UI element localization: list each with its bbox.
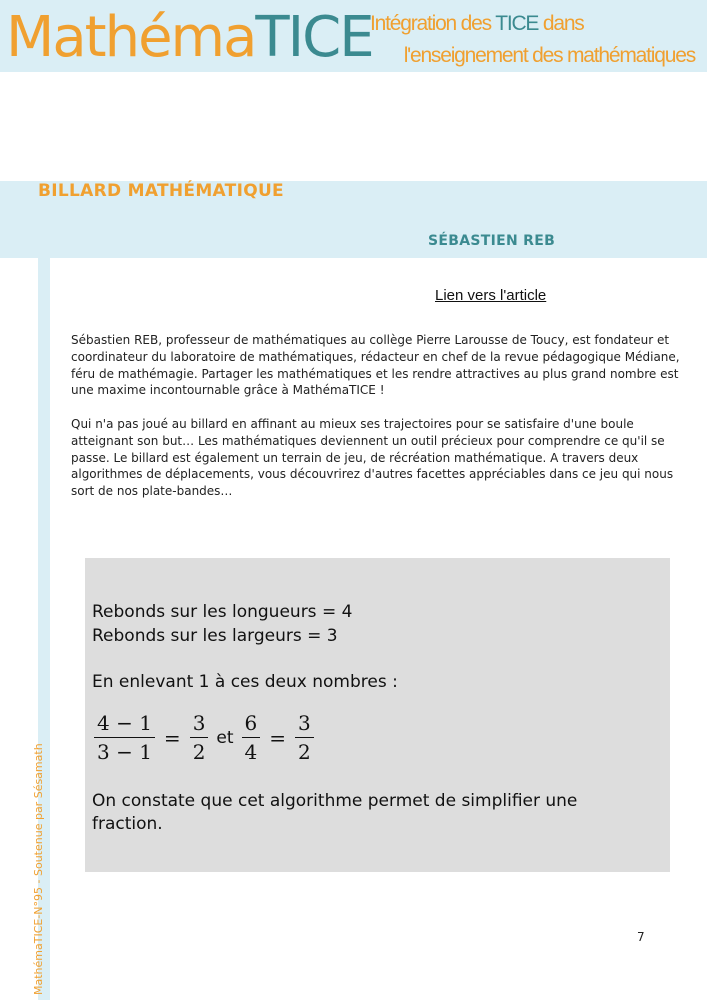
fraction-4-numerator: 3 — [295, 711, 314, 738]
fraction-3-numerator: 6 — [242, 711, 261, 738]
fraction-3-denominator: 4 — [244, 740, 258, 764]
fraction-2-denominator: 2 — [192, 740, 206, 764]
side-footer-text: MathémaTICE-N°95 - Soutenue par Sésamath — [32, 743, 45, 995]
header-tagline — [355, 8, 695, 72]
article-link[interactable]: Lien vers l'article — [435, 287, 547, 304]
figure-conclusion-1: On constate que cet algorithme permet de simplifier une — [92, 791, 578, 811]
figure-box — [85, 558, 670, 872]
tagline-line-2: l'enseignement des mathématiques — [403, 44, 695, 67]
fraction-2-numerator: 3 — [190, 711, 209, 738]
page-number: 7 — [637, 930, 645, 944]
paragraph-billard: Qui n'a pas joué au billard en affinant au mieux ses trajectoires pour se satisfaire d'une boule atteignant son but… Les mathématiques deviennent un outil précieux pour comprendre ce qu'il se passe. Le billard est également un terrain de jeu, de récréation mathématique. A travers deux algorithmes de déplacements, vous découvrirez d'autres facettes appréciables dans ce jeu qui nous sort de nos plate-bandes… — [71, 417, 674, 499]
equals-sign: = — [163, 725, 181, 750]
mathematice-logo — [6, 0, 373, 78]
fraction-1-denominator: 3 − 1 — [97, 740, 152, 764]
fraction-1-numerator: 4 − 1 — [94, 711, 155, 738]
tagline-tice: TICE — [495, 12, 539, 35]
tagline-text-end: dans — [538, 12, 584, 35]
fraction-2 — [190, 711, 209, 764]
figure-line-longueurs: Rebonds sur les longueurs = 4 — [92, 602, 353, 622]
figure-line-enlevant: En enlevant 1 à ces deux nombres : — [92, 672, 398, 692]
fraction-formula — [92, 711, 316, 764]
figure-line-largeurs: Rebonds sur les largeurs = 3 — [92, 626, 338, 646]
tagline-text: Intégration des — [370, 12, 496, 35]
tagline-line-1 — [355, 8, 695, 40]
paragraph-intro: Sébastien REB, professeur de mathématiques au collège Pierre Larousse de Toucy, est fondateur et coordinateur du laboratoire de mathématiques, rédacteur en chef de la revue pédagogique Médiane, féru de mathémagie. Partager les mathématiques et les rendre attractives au plus grand nombre est une maxime incontournable grâce à MathémaTICE ! — [71, 333, 680, 398]
figure-conclusion-2: fraction. — [92, 814, 163, 834]
fraction-1 — [94, 711, 155, 764]
fraction-4-denominator: 2 — [298, 740, 311, 764]
fraction-4 — [295, 711, 314, 764]
article-author: SÉBASTIEN REB — [428, 233, 556, 249]
logo-part-tice: TICE — [255, 5, 373, 70]
fraction-3 — [242, 711, 261, 764]
et-word: et — [216, 727, 234, 748]
article-title: BILLARD MATHÉMATIQUE — [38, 181, 284, 201]
equals-sign: = — [269, 725, 287, 750]
logo-part-mathema: Mathéma — [6, 5, 256, 70]
